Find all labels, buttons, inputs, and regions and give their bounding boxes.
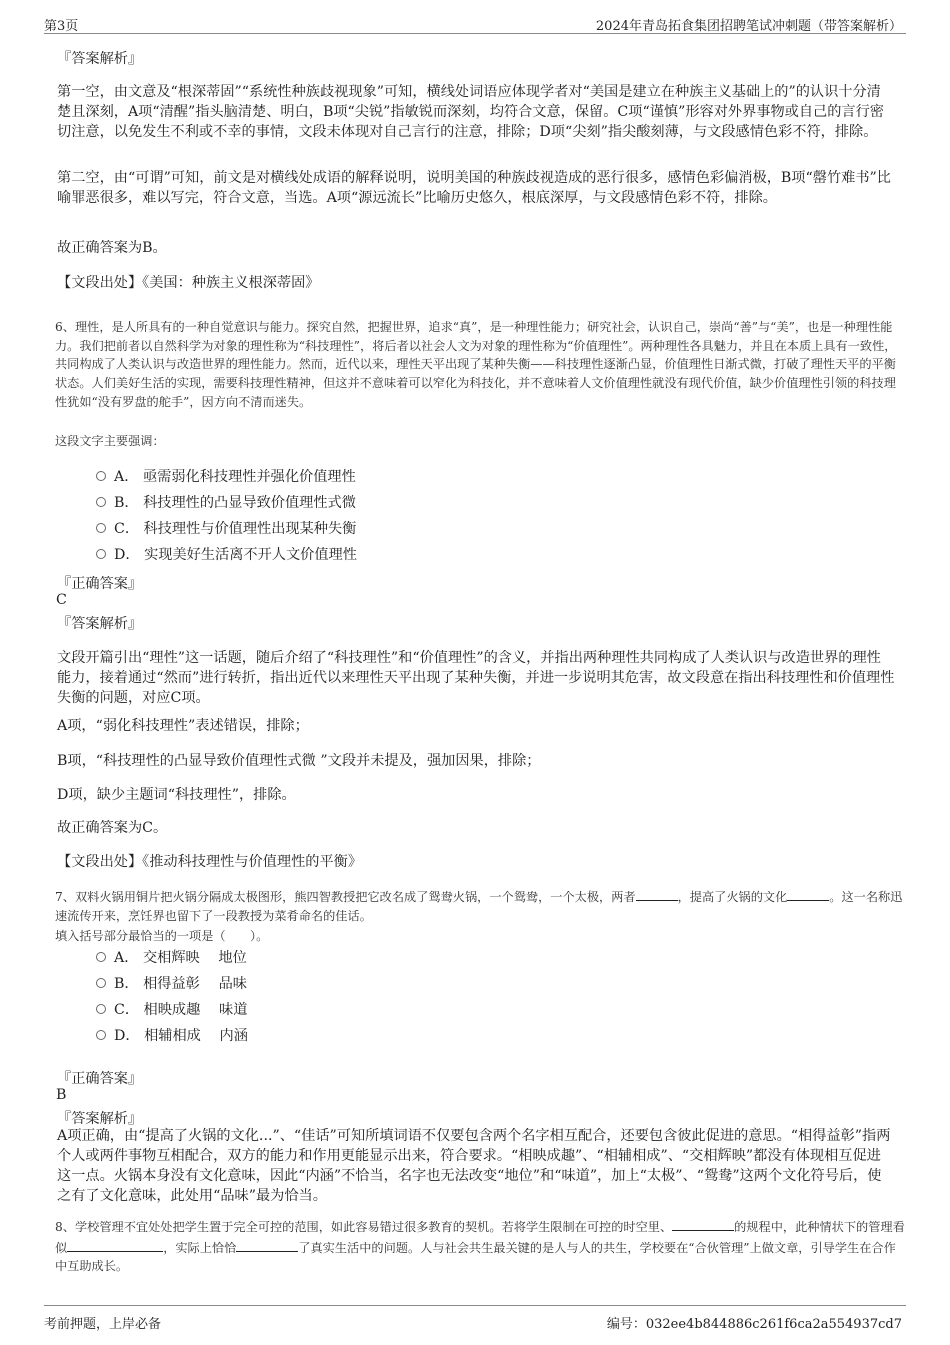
q7-stem (55, 886, 905, 925)
q5-analysis-tag: 『答案解析』 (57, 51, 143, 67)
q7-option-d[interactable] (96, 1025, 248, 1047)
q6-analysis-tag: 『答案解析』 (57, 616, 143, 632)
q8-stem-text: ，实际上恰恰 (163, 1240, 237, 1255)
q5-analysis-p2: 第二空，由“可谓”可知，前文是对横线处成语的解释说明，说明美国的种族歧视造成的恶行很多，感情色彩偏消极，B项“罄竹难书”比喻罪恶很多，难以写完，符合文意，当选。A项“源远流长”比喻历史悠久，根底深厚，与文段感情色彩不符，排除。 (57, 170, 891, 206)
document-id: 编号：032ee4b844886c261f6ca2a554937cd7 (606, 1317, 902, 1332)
footer-slogan: 考前押题，上岸必备 (44, 1317, 162, 1332)
header-divider (44, 33, 906, 34)
q8-stem-text: 8、学校管理不宜处处把学生置于完全可控的范围，如此容易错过很多教育的契机。若将学生限制在可控的时空里、 (55, 1220, 673, 1234)
option-label: B． 相得益彰 品味 (114, 976, 247, 992)
option-label: B． 科技理性的凸显导致价值理性式微 (114, 495, 356, 511)
q7-answer-tag: 『正确答案』 (57, 1071, 143, 1087)
radio-icon[interactable] (96, 549, 106, 559)
q8-stem-text: 了真实生活中的问题。人与社会共生最关键的是人与人的共生，学校要在“合伙管理”上做文章，引导学生在合作中互助成长。 (55, 1240, 896, 1274)
option-label: D． 实现美好生活离不开人文价值理性 (114, 547, 357, 563)
q7-analysis-p1: A项正确，由“提高了火锅的文化...”、“佳话”可知所填词语不仅要包含两个名字相互配合，还要包含彼此促进的意思。“相得益彰”指两个人或两件事物互相配合，双方的能力和作用更能显示出来，符合要求。“相映成趣”、“相辅相成”、“交相辉映”都没有体现相互促进这一点。火锅本身没有文化意味，因此“内涵”不恰当，名字也无法改变“地位”和“味道”，加上“太极”、“鸳鸯”这两个文化符号后，使之有了文化意味，此处用“品味”最为恰当。 (57, 1128, 891, 1204)
option-label: A． 交相辉映 地位 (114, 950, 247, 966)
fill-blank (672, 1216, 734, 1231)
radio-icon[interactable] (96, 1004, 106, 1014)
option-label: A． 亟需弱化科技理性并强化价值理性 (114, 469, 356, 485)
q7-question: 填入括号部分最恰当的一项是（ ）。 (55, 929, 269, 943)
footer-divider (44, 1305, 906, 1306)
radio-icon[interactable] (96, 952, 106, 962)
option-label: C． 相映成趣 味道 (114, 1002, 248, 1018)
q6-option-b[interactable] (96, 492, 356, 514)
q7-answer: B (56, 1087, 67, 1103)
fill-blank (636, 886, 678, 901)
radio-icon[interactable] (96, 523, 106, 533)
q8-stem (55, 1216, 905, 1276)
radio-icon[interactable] (96, 1030, 106, 1040)
fill-blank (67, 1237, 163, 1252)
q7-stem-text: 。这一名称迅速流传开来，烹饪界也留下了一段教授为菜肴命名的佳话。 (55, 890, 903, 923)
q6-answer: C (56, 592, 67, 608)
q7-option-c[interactable] (96, 999, 247, 1021)
radio-icon[interactable] (96, 978, 106, 988)
q7-analysis-tag: 『答案解析』 (57, 1111, 143, 1127)
q7-stem-text: ，提高了火锅的文化 (677, 890, 788, 904)
q6-analysis-b: B项，“科技理性的凸显导致价值理性式微 ”文段并未提及，强加因果，排除； (57, 753, 541, 769)
fill-blank (236, 1237, 298, 1252)
q5-source: 【文段出处】《美国：种族主义根深蒂固》 (57, 275, 320, 291)
q6-analysis-d: D项，缺少主题词“科技理性”，排除。 (57, 787, 296, 803)
option-label: C． 科技理性与价值理性出现某种失衡 (114, 521, 357, 537)
radio-icon[interactable] (96, 497, 106, 507)
q6-answer-tag: 『正确答案』 (57, 576, 143, 592)
fill-blank (787, 886, 829, 901)
q5-conclusion: 故正确答案为B。 (57, 240, 167, 256)
page-number: 第3页 (44, 19, 79, 34)
q8-stem-text: 的规程中，此种情状下的管理看似 (55, 1220, 905, 1255)
q6-conclusion: 故正确答案为C。 (57, 820, 168, 836)
q7-option-a[interactable] (96, 947, 247, 969)
q6-stem: 6、理性，是人所具有的一种自觉意识与能力。探究自然，把握世界，追求“真”，是一种理性能力；研究社会，认识自己，崇尚“善”与“美”，也是一种理性能力。我们把前者以自然科学为对象的理性称为“科技理性”，将后者以社会人文为对象的理性称为“价值理性”。两种理性各具魅力，并且在本质上具有一致性，共同构成了人类认识与改造世界的理性能力。然而，近代以来，理性天平出现了某种失衡——科技理性逐渐凸显，价值理性日渐式微，打破了理性天平的平衡状态。人们美好生活的实现，需要科技理性精神，但这并不意味着可以窄化为科技化，并不意味着人文价值理性就没有现代价值，缺少价值理性引领的科技理性犹如“没有罗盘的舵手”，因方向不清而迷失。 (55, 320, 897, 409)
q6-option-d[interactable] (96, 544, 357, 566)
q6-analysis-p1: 文段开篇引出“理性”这一话题，随后介绍了“科技理性”和“价值理性”的含义，并指出两种理性共同构成了人类认识与改造世界的理性能力，接着通过“然而”进行转折，指出近代以来理性天平出现了某种失衡，并进一步说明其危害，故文段意在指出科技理性和价值理性失衡的问题，对应C项。 (57, 650, 895, 706)
q5-analysis-p1: 第一空，由文意及“根深蒂固”“系统性种族歧视现象”可知，横线处词语应体现学者对“美国是建立在种族主义基础上的”的认识十分清楚且深刻，A项“清醒”指头脑清楚、明白，B项“尖锐”指敏锐而深刻，均符合文意，保留。C项“谨慎”形容对外界事物或自己的言行密切注意，以免发生不利或不幸的事情，文段未体现对自己言行的注意，排除；D项“尖刻”指尖酸刻薄，与文段感情色彩不符，排除。 (57, 84, 884, 140)
radio-icon[interactable] (96, 471, 106, 481)
q6-option-c[interactable] (96, 518, 356, 540)
q6-source: 【文段出处】《推动科技理性与价值理性的平衡》 (57, 854, 363, 870)
document-title: 2024年青岛拓食集团招聘笔试冲刺题（带答案解析） (595, 19, 902, 34)
q6-question: 这段文字主要强调： (55, 434, 165, 448)
q7-stem-text: 7、双料火锅用铜片把火锅分隔成太极图形，熊四智教授把它改名成了鸳鸯火锅，一个鸳鸯，一个太极，两者 (55, 890, 636, 904)
option-label: D． 相辅相成 内涵 (114, 1028, 248, 1044)
q6-option-a[interactable] (96, 466, 356, 488)
q7-option-b[interactable] (96, 973, 247, 995)
q6-analysis-a: A项，“弱化科技理性”表述错误，排除； (57, 718, 309, 734)
